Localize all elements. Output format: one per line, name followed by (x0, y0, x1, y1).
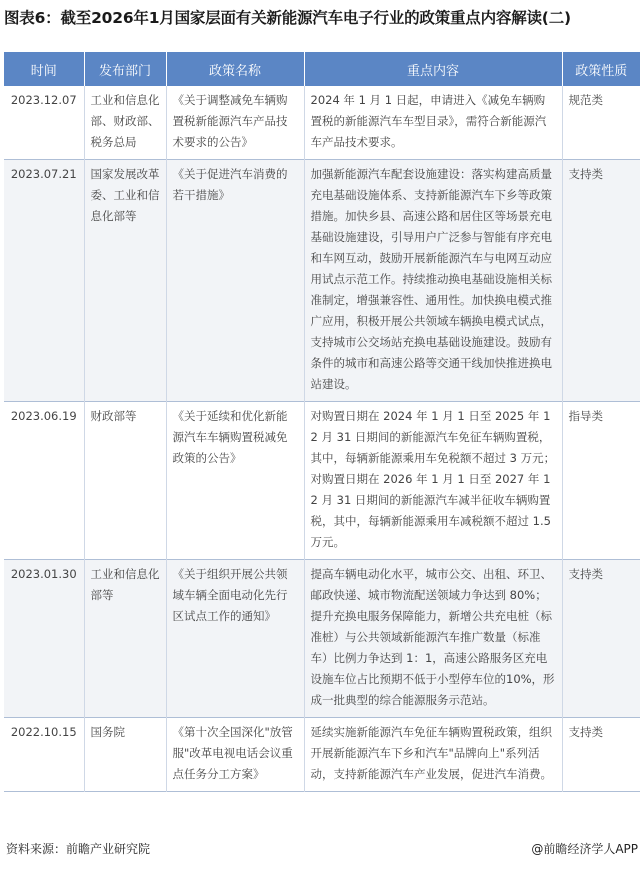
table-row (4, 86, 640, 160)
cell-key-content: 2024 年 1 月 1 日起，申请进入《减免车辆购置税的新能源汽车车型目录》，需符合新能源汽车产品技术要求。 (304, 86, 562, 160)
cell-date: 2023.07.21 (4, 160, 84, 402)
table-header-row (4, 52, 640, 86)
policy-table-container (4, 52, 640, 792)
header-date: 时间 (4, 52, 84, 86)
cell-department: 国家发展改革委、工业和信息化部等 (84, 160, 166, 402)
cell-policy-type: 支持类 (568, 725, 603, 739)
cell-department: 工业和信息化部等 (84, 560, 166, 718)
policy-table (4, 52, 640, 792)
cell-key-content: 延续实施新能源汽车免征车辆购置税政策，组织开展新能源汽车下乡和汽车"品牌向上"系列活动，支持新能源汽车产业发展，促进汽车消费。 (304, 718, 562, 792)
source-note: 资料来源：前瞻产业研究院 (6, 842, 151, 856)
table-row (4, 160, 640, 402)
table-row (4, 718, 640, 792)
table-row (4, 402, 640, 560)
cell-policy-name: 《关于促进汽车消费的若干措施》 (166, 160, 304, 402)
cell-policy-name: 《第十次全国深化"放管服"改革电视电话会议重点任务分工方案》 (166, 718, 304, 792)
cell-key-content: 提高车辆电动化水平，城市公交、出租、环卫、邮政快递、城市物流配送领域力争达到 80%；提升充换电服务保障能力，新增公共充电桩（标准桩）与公共领域新能源汽车推广数量（标准车）比例力争达到 1：1，高速公路服务区充电设施车位占比预期不低于小型停车位的10%，形成一批典型的综合能源服务示范站。 (304, 560, 562, 718)
cell-policy-type: 指导类 (568, 409, 603, 423)
cell-date: 2023.01.30 (4, 560, 84, 718)
cell-policy-name: 《关于延续和优化新能源汽车车辆购置税减免政策的公告》 (166, 402, 304, 560)
cell-policy-name: 《关于调整减免车辆购置税新能源汽车产品技术要求的公告》 (166, 86, 304, 160)
table-row (4, 560, 640, 718)
header-policy-type: 政策性质 (562, 52, 640, 86)
cell-key-content: 对购置日期在 2024 年 1 月 1 日至 2025 年 12 月 31 日期间的新能源汽车免征车辆购置税，其中，每辆新能源乘用车免税额不超过 3 万元；对购置日期在 2026 年 1 月 1 日至 2027 年 12 月 31 日期间的新能源汽车减半征收车辆购置税，其中，每辆新能源乘用车减税额不超过 1.5 万元。 (304, 402, 562, 560)
header-policy-name: 政策名称 (166, 52, 304, 86)
cell-policy-name: 《关于组织开展公共领域车辆全面电动化先行区试点工作的通知》 (166, 560, 304, 718)
page-title: 图表6：截至2026年1月国家层面有关新能源汽车电子行业的政策重点内容解读(二) (4, 9, 571, 27)
cell-policy-type: 支持类 (562, 560, 640, 718)
cell-department: 财政部等 (84, 402, 166, 560)
cell-date: 2023.06.19 (4, 402, 84, 560)
cell-date: 2022.10.15 (4, 718, 84, 792)
cell-date: 2023.12.07 (4, 86, 84, 160)
cell-policy-type: 规范类 (568, 93, 603, 107)
header-key-content: 重点内容 (304, 52, 562, 86)
brand-credit: @前瞻经济学人APP (531, 842, 638, 856)
cell-department: 工业和信息化部、财政部、税务总局 (84, 86, 166, 160)
cell-department: 国务院 (84, 718, 166, 792)
header-department: 发布部门 (84, 52, 166, 86)
cell-policy-type: 支持类 (562, 160, 640, 402)
cell-key-content: 加强新能源汽车配套设施建设：落实构建高质量充电基础设施体系、支持新能源汽车下乡等政策措施。加快乡县、高速公路和居住区等场景充电基础设施建设，引导用户广泛参与智能有序充电和车网互动，鼓励开展新能源汽车与电网互动应用试点示范工作。持续推动换电基础设施相关标准制定，增强兼容性、通用性。加快换电模式推广应用，积极开展公共领域车辆换电模式试点，支持城市公交场站充换电基础设施建设。鼓励有条件的城市和高速公路等交通干线加快推进换电站建设。 (304, 160, 562, 402)
